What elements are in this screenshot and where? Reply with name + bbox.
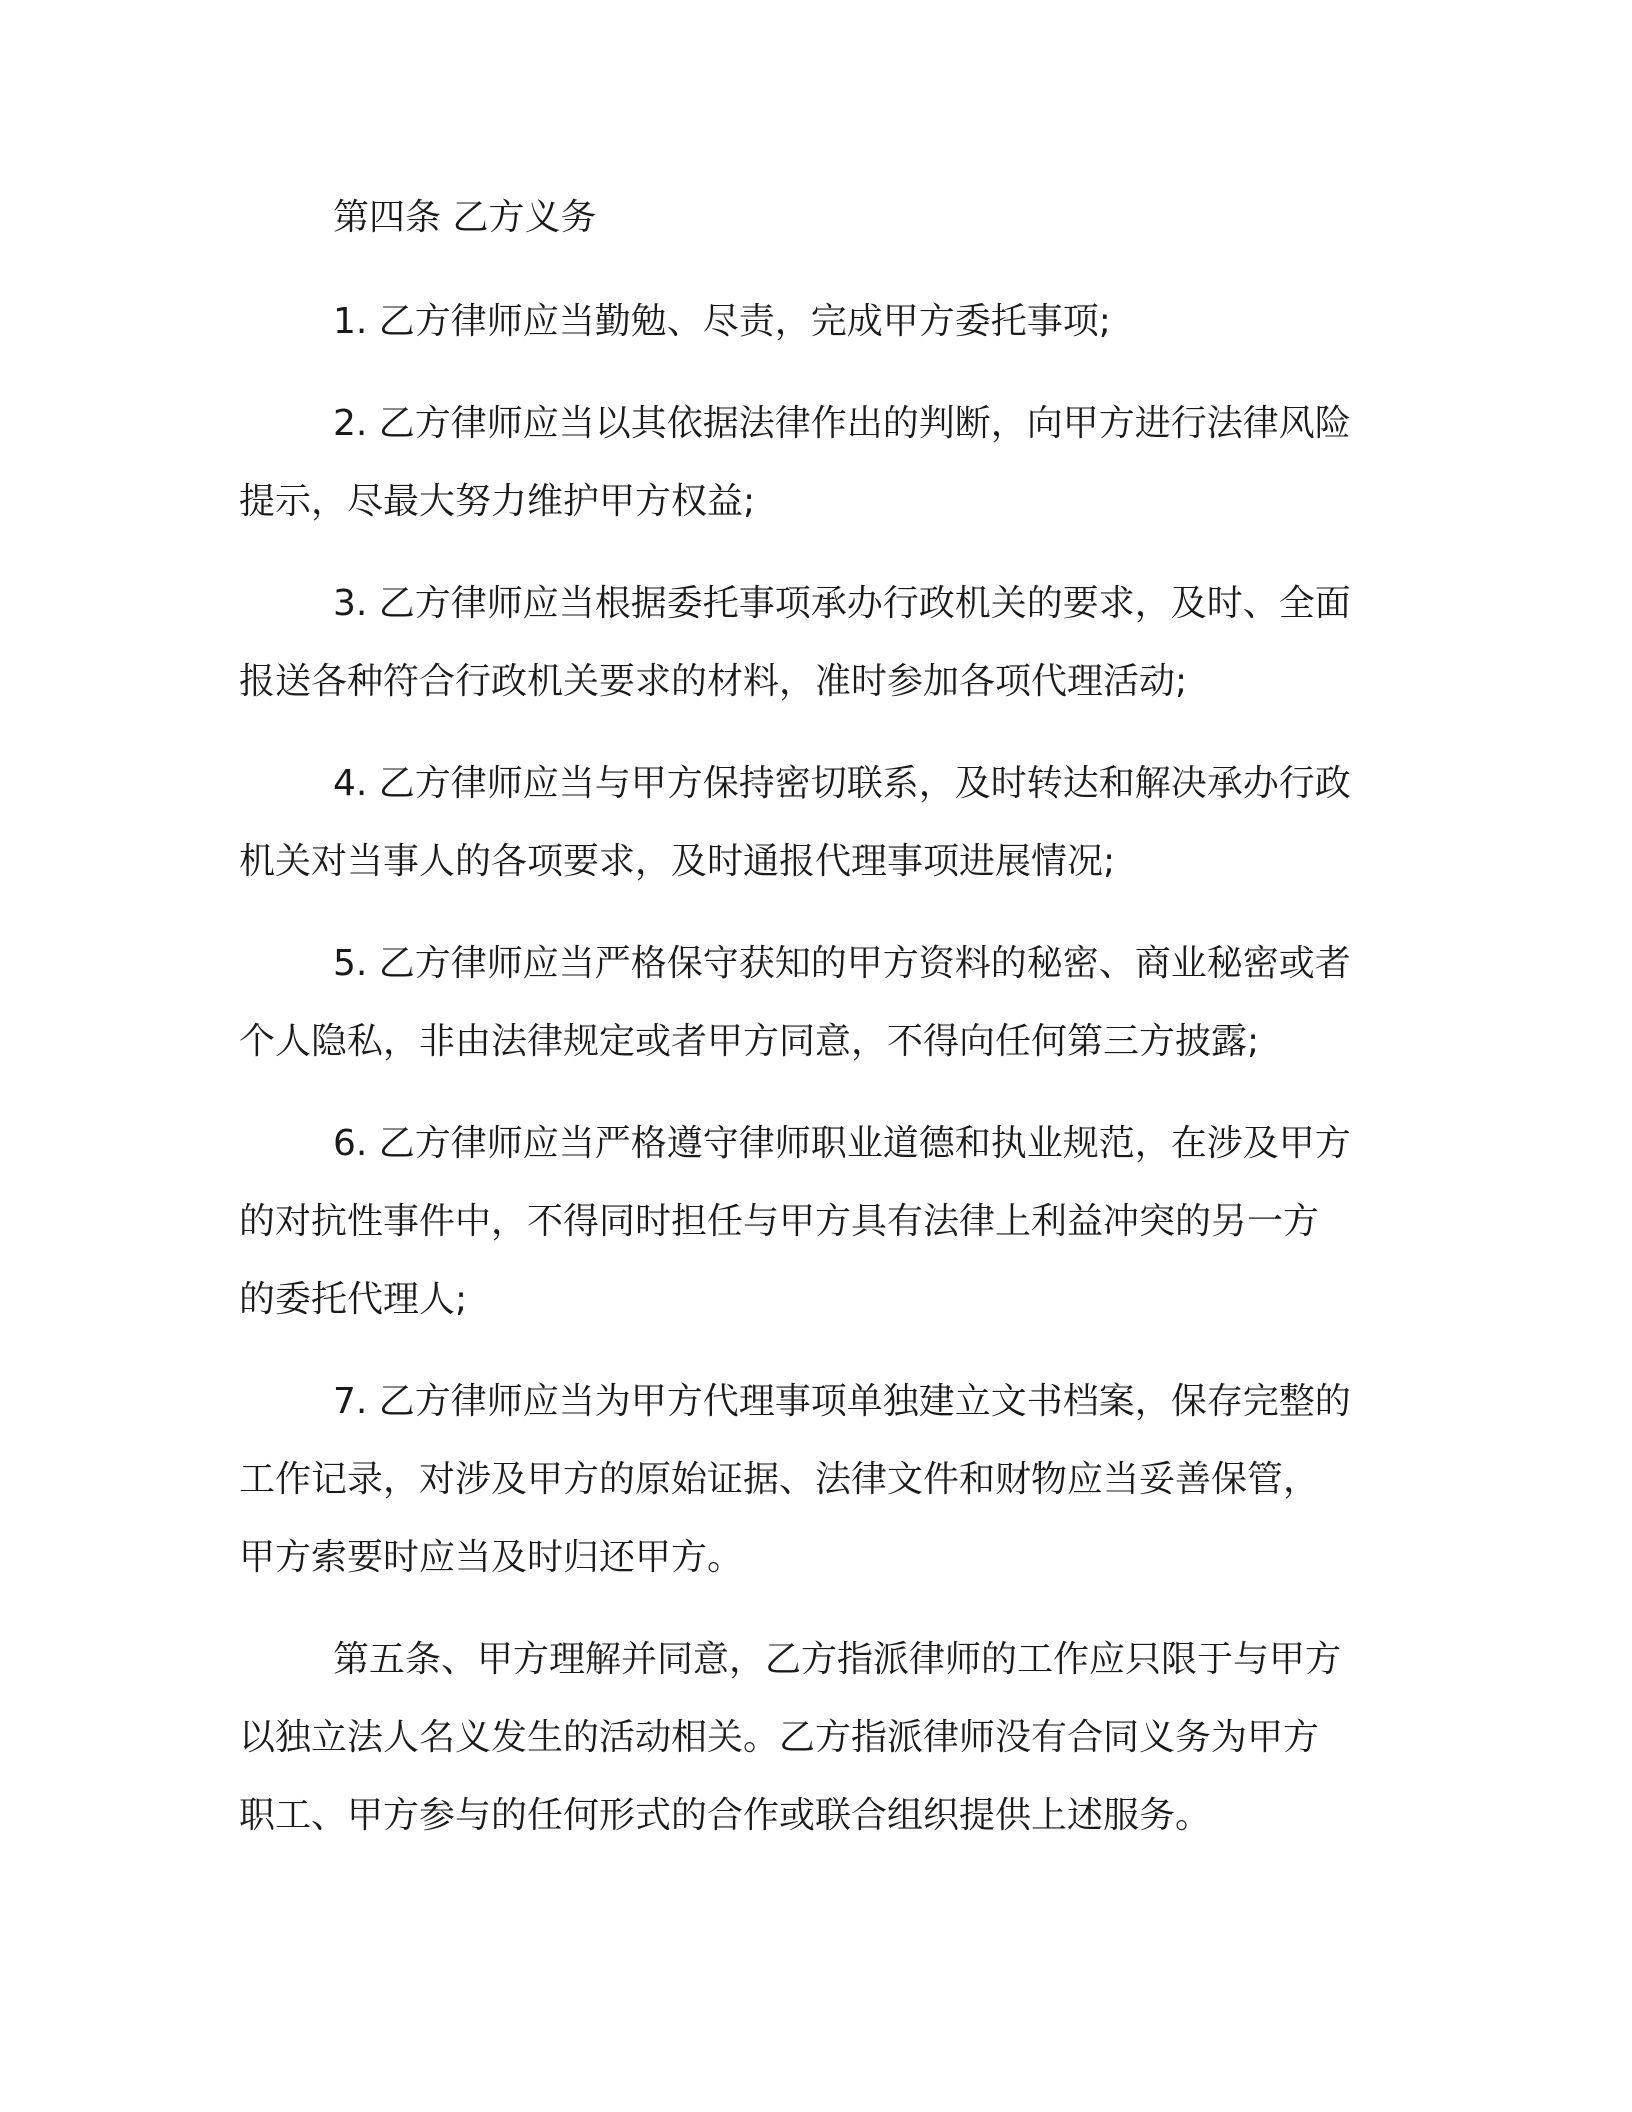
item-2-line-1: 2. 乙方律师应当以其依据法律作出的判断，向甲方进行法律风险 — [333, 403, 1351, 444]
item-6-line-3: 的委托代理人; — [239, 1279, 468, 1320]
article-4-heading: 第四条 乙方义务 — [333, 197, 597, 238]
item-7-line-3: 甲方索要时应当及时归还甲方。 — [239, 1537, 744, 1578]
item-3-line-1: 3. 乙方律师应当根据委托事项承办行政机关的要求，及时、全面 — [333, 583, 1351, 624]
item-6-line-1: 6. 乙方律师应当严格遵守律师职业道德和执业规范，在涉及甲方 — [333, 1123, 1351, 1164]
item-2-line-2: 提示，尽最大努力维护甲方权益; — [239, 481, 756, 522]
item-1-line-1: 1. 乙方律师应当勤勉、尽责，完成甲方委托事项; — [333, 301, 1111, 342]
item-7-line-1: 7. 乙方律师应当为甲方代理事项单独建立文书档案，保存完整的 — [333, 1381, 1351, 1422]
item-6-line-2: 的对抗性事件中，不得同时担任与甲方具有法律上利益冲突的另一方 — [239, 1201, 1320, 1242]
article-5-line-1: 第五条、甲方理解并同意，乙方指派律师的工作应只限于与甲方 — [333, 1639, 1342, 1680]
item-5-line-2: 个人隐私，非由法律规定或者甲方同意，不得向任何第三方披露; — [239, 1021, 1260, 1062]
item-7-line-2: 工作记录，对涉及甲方的原始证据、法律文件和财物应当妥善保管， — [239, 1459, 1320, 1500]
article-5-line-2: 以独立法人名义发生的活动相关。乙方指派律师没有合同义务为甲方 — [239, 1717, 1320, 1758]
item-4-line-1: 4. 乙方律师应当与甲方保持密切联系，及时转达和解决承办行政 — [333, 763, 1351, 804]
item-5-line-1: 5. 乙方律师应当严格保守获知的甲方资料的秘密、商业秘密或者 — [333, 943, 1351, 984]
article-5-line-3: 职工、甲方参与的任何形式的合作或联合组织提供上述服务。 — [239, 1795, 1212, 1836]
item-4-line-2: 机关对当事人的各项要求，及时通报代理事项进展情况; — [239, 841, 1116, 882]
item-3-line-2: 报送各种符合行政机关要求的材料，准时参加各项代理活动; — [239, 661, 1188, 702]
